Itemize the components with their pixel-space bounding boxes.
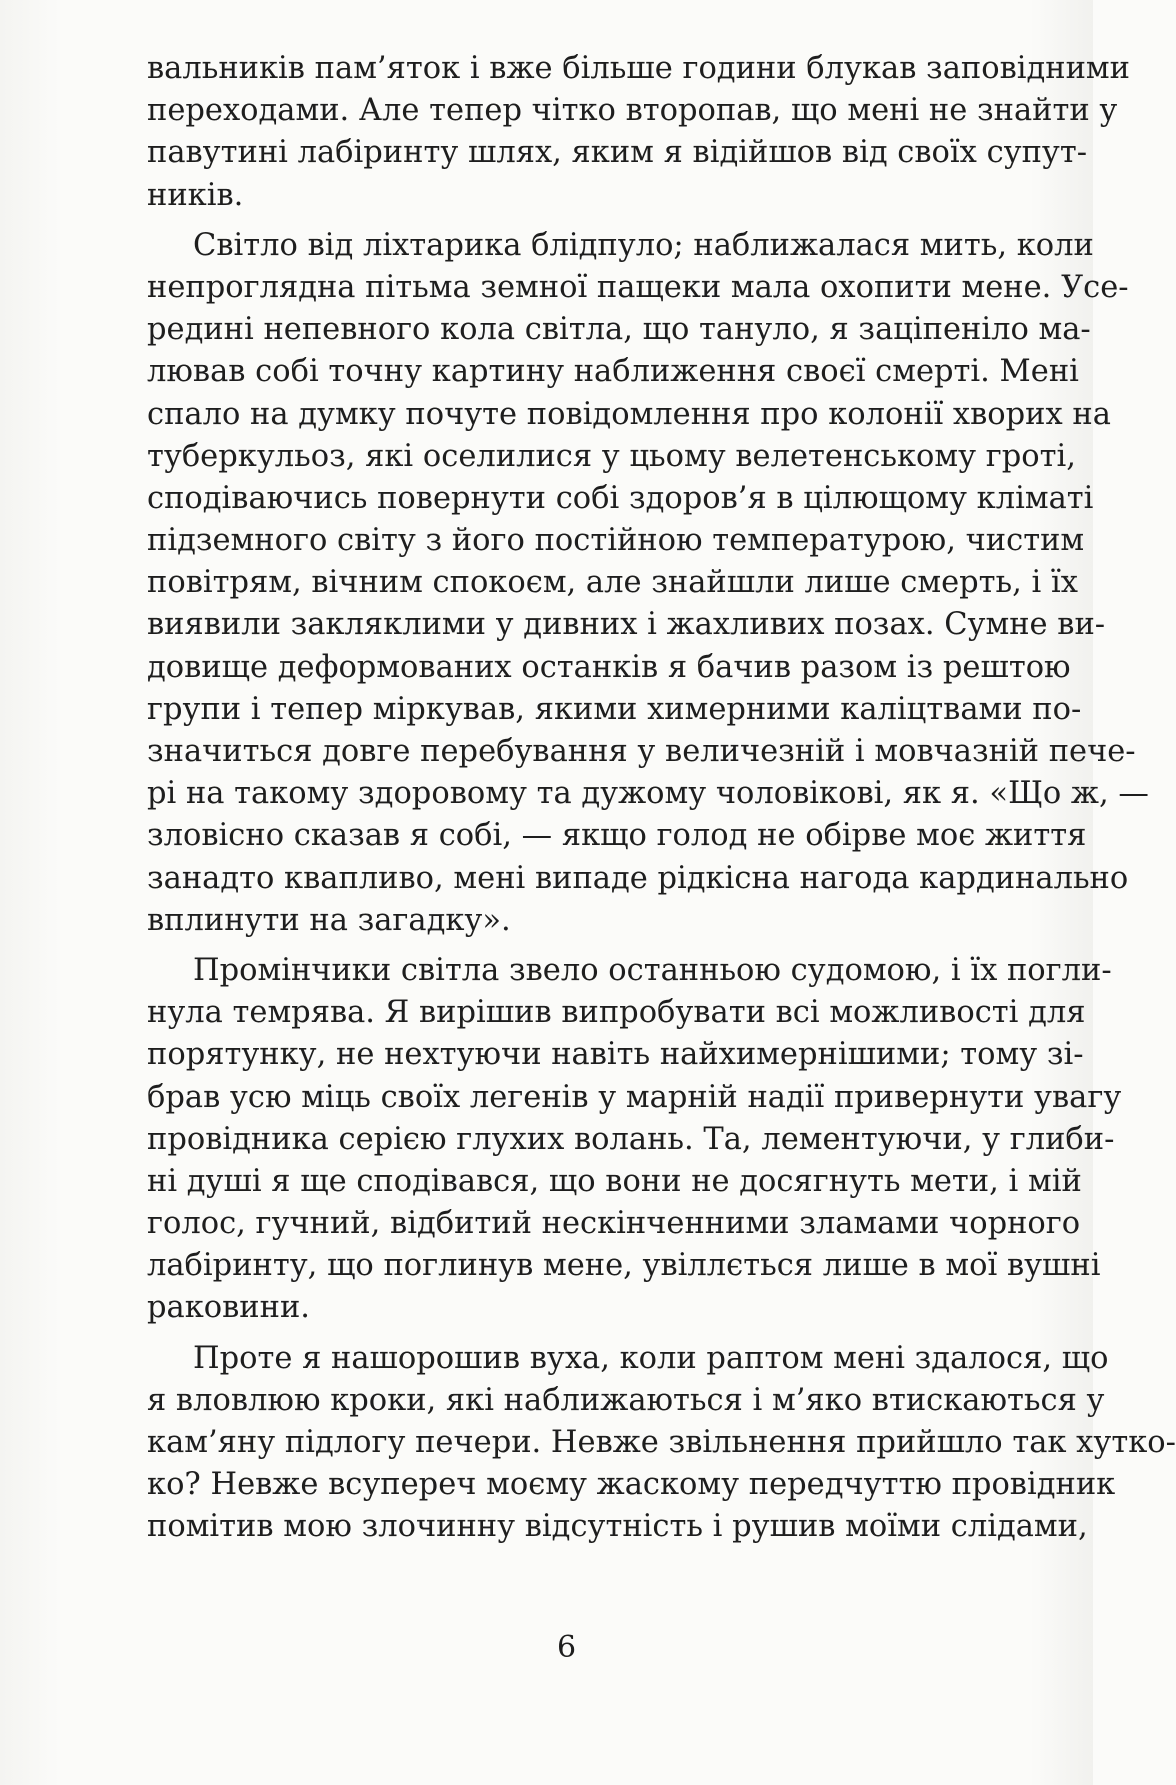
text-line: Промінчики світла звело останньою судомою, і їх погли- bbox=[193, 952, 1112, 988]
text-line: підземного світу з його постійною температурою, чистим bbox=[147, 523, 1085, 559]
text-line: ко? Невже всупереч моєму жаскому передчуттю провідник bbox=[147, 1467, 1116, 1503]
paragraph-gap bbox=[147, 217, 1067, 225]
text-line: зловісно сказав я собі, — якщо голод не обірве моє життя bbox=[147, 818, 1087, 854]
text-line: спало на думку почуте повідомлення про колонії хворих на bbox=[147, 396, 1111, 432]
paragraph bbox=[147, 1338, 1176, 1549]
text-line: вальників пам’яток і вже більше години блукав заповідними bbox=[147, 51, 1130, 86]
text-line: ників. bbox=[147, 177, 244, 213]
page-number: 6 bbox=[556, 1630, 577, 1665]
text-line: Проте я нашорошив вуха, коли раптом мені здалося, що bbox=[193, 1340, 1109, 1376]
text-line: вплинути на загадку». bbox=[147, 902, 511, 938]
text-line: Світло від ліхтарика блідпуло; наближалася мить, коли bbox=[193, 227, 1094, 263]
text-line: раковини. bbox=[147, 1290, 310, 1326]
text-line: павутині лабіринту шлях, яким я відійшов від своїх супут- bbox=[147, 135, 1088, 171]
text-line: значиться довге перебування у величезній і мовчазній пече- bbox=[147, 734, 1136, 769]
text-line: кам’яну підлогу печери. Невже звільнення прийшло так хутко- bbox=[147, 1425, 1176, 1460]
body-text bbox=[147, 48, 1176, 1549]
text-line: порятунку, не нехтуючи навіть найхимернішими; тому зі- bbox=[147, 1037, 1084, 1073]
text-line: помітив мою злочинну відсутність і рушив моїми слідами, bbox=[147, 1509, 1088, 1545]
text-line: ні душі я ще сподівався, що вони не досягнуть мети, і мій bbox=[147, 1163, 1082, 1199]
text-line: довище деформованих останків я бачив разом із рештою bbox=[147, 649, 1071, 685]
paragraph-gap bbox=[147, 1330, 1067, 1338]
text-line: я вловлюю кроки, які наближаються і м’яко втискаються у bbox=[147, 1382, 1105, 1418]
paragraph-gap bbox=[147, 942, 1067, 950]
paragraph bbox=[147, 48, 1130, 217]
text-line: повітрям, вічним спокоєм, але знайшли лише смерть, і їх bbox=[147, 565, 1078, 601]
paragraph bbox=[147, 950, 1122, 1330]
paragraph bbox=[147, 225, 1149, 942]
text-line: брав усю міць своїх легенів у марній надії привернути увагу bbox=[147, 1079, 1122, 1115]
text-line: нула темрява. Я вирішив випробувати всі можливості для bbox=[147, 995, 1086, 1031]
text-line: лював собі точну картину наближення своєї смерті. Мені bbox=[147, 354, 1079, 390]
text-line: провідника серією глухих волань. Та, лементуючи, у глиби- bbox=[147, 1121, 1115, 1157]
text-line: сподіваючись повернути собі здоров’я в цілющому кліматі bbox=[147, 480, 1094, 516]
text-line: туберкульоз, які оселилися у цьому велетенському гроті, bbox=[147, 438, 1076, 474]
text-line: непроглядна пітьма земної пащеки мала охопити мене. Усе- bbox=[147, 269, 1129, 305]
text-line: групи і тепер міркував, якими химерними каліцтвами по- bbox=[147, 691, 1082, 727]
text-line: виявили закляклими у дивних і жахливих позах. Сумне ви- bbox=[147, 607, 1106, 643]
text-line: переходами. Але тепер чітко второпав, що мені не знайти у bbox=[147, 93, 1118, 129]
text-line: занадто квапливо, мені випаде рідкісна нагода кардинально bbox=[147, 860, 1129, 896]
text-line: рі на такому здоровому та дужому чоловікові, як я. «Що ж, — bbox=[147, 776, 1149, 812]
text-line: лабіринту, що поглинув мене, увіллється лише в мої вушні bbox=[147, 1248, 1101, 1284]
text-line: редині непевного кола світла, що тануло, я заціпеніло ма- bbox=[147, 312, 1091, 348]
text-line: голос, гучний, відбитий нескінченними зламами чорного bbox=[147, 1206, 1081, 1242]
